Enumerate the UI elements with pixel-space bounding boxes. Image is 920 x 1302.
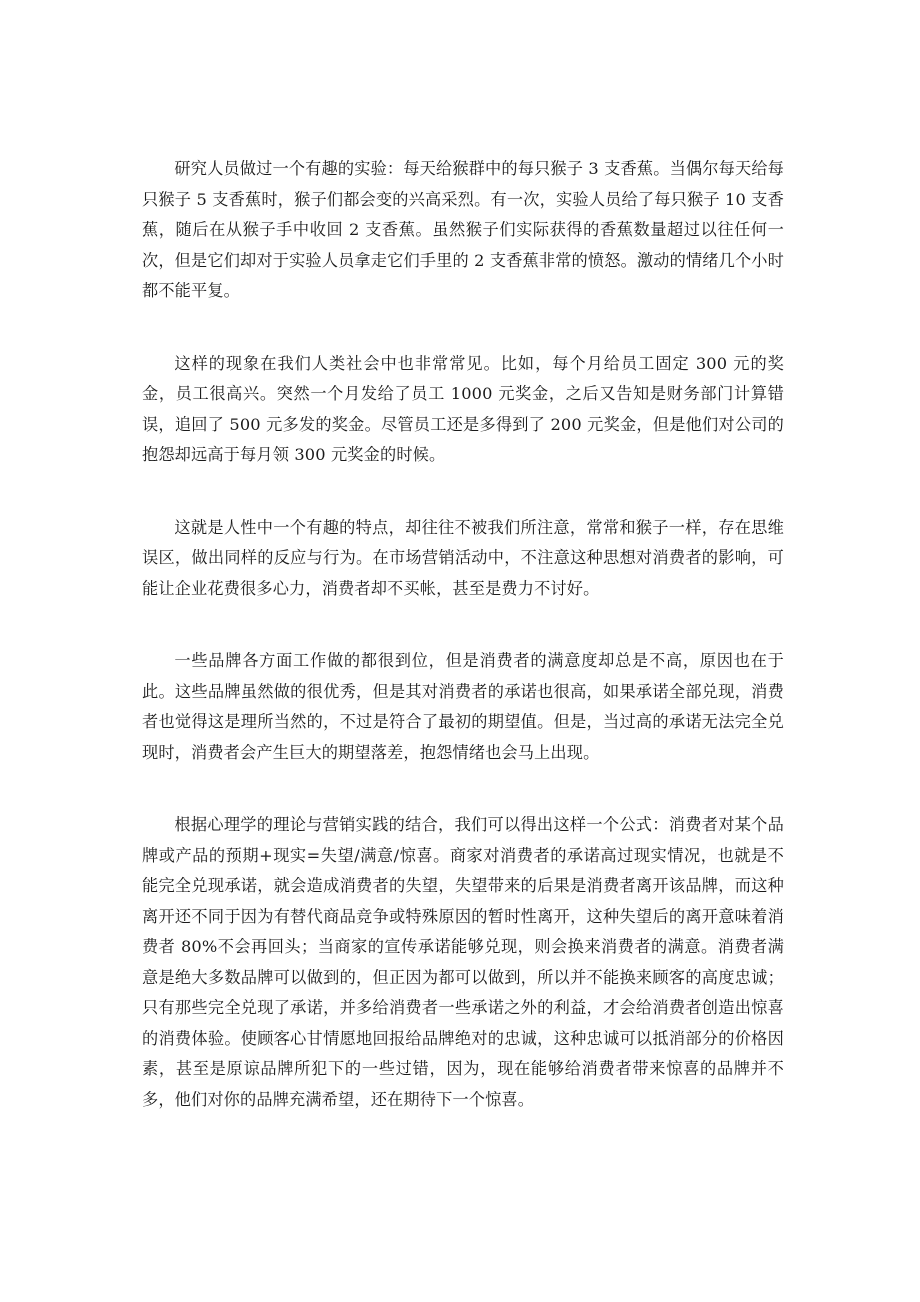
paragraph-formula: 根据心理学的理论与营销实践的结合，我们可以得出这样一个公式：消费者对某个品牌或产品的预期+现实=失望/满意/惊喜。商家对消费者的承诺高过现实情况，也就是不能完全兑现承诺，就会造成消费者的失望，失望带来的后果是消费者离开该品牌，而这种离开还不同于因为有替代商品竞争或特殊原因的暂时性离开，这种失望后的离开意味着消费者 80%不会再回头；当商家的宣传承诺能够兑现，则会换来消费者的满意。消费者满意是绝大多数品牌可以做到的，但正因为都可以做到，所以并不能换来顾客的高度忠诚；只有那些完全兑现了承诺，并多给消费者一些承诺之外的利益，才会给消费者创造出惊喜的消费体验。使顾客心甘情愿地回报给品牌绝对的忠诚，这种忠诚可以抵消部分的价格因素，甚至是原谅品牌所犯下的一些过错，因为，现在能够给消费者带来惊喜的品牌并不多，他们对你的品牌充满希望，还在期待下一个惊喜。 — [142, 815, 784, 1109]
paragraph-human-society: 这样的现象在我们人类社会中也非常常见。比如，每个月给员工固定 300 元的奖金，员工很高兴。突然一个月发给了员工 1000 元奖金，之后又告知是财务部门计算错误，追回了 500 元多发的奖金。尽管员工还是多得到了 200 元奖金，但是他们对公司的抱怨却远高于每月领 300 元奖金的时候。 — [142, 353, 784, 464]
paragraph-brand-satisfaction: 一些品牌各方面工作做的都很到位，但是消费者的满意度却总是不高，原因也在于此。这些品牌虽然做的很优秀，但是其对消费者的承诺也很高，如果承诺全部兑现，消费者也觉得这是理所当然的，不过是符合了最初的期望值。但是，当过高的承诺无法完全兑现时，消费者会产生巨大的期望落差，抱怨情绪也会马上出现。 — [142, 651, 784, 762]
paragraph-human-nature: 这就是人性中一个有趣的特点，却往往不被我们所注意，常常和猴子一样，存在思维误区，做出同样的反应与行为。在市场营销活动中，不注意这种思想对消费者的影响，可能让企业花费很多心力，消费者却不买帐，甚至是费力不讨好。 — [142, 517, 784, 598]
paragraph-experiment: 研究人员做过一个有趣的实验：每天给猴群中的每只猴子 3 支香蕉。当偶尔每天给每只猴子 5 支香蕉时，猴子们都会变的兴高采烈。有一次，实验人员给了每只猴子 10 支香蕉，随后在从猴子手中收回 2 支香蕉。虽然猴子们实际获得的香蕉数量超过以往任何一次，但是它们却对于实验人员拿走它们手里的 2 支香蕉非常的愤怒。激动的情绪几个小时都不能平复。 — [142, 159, 784, 300]
document-body — [142, 154, 784, 1115]
